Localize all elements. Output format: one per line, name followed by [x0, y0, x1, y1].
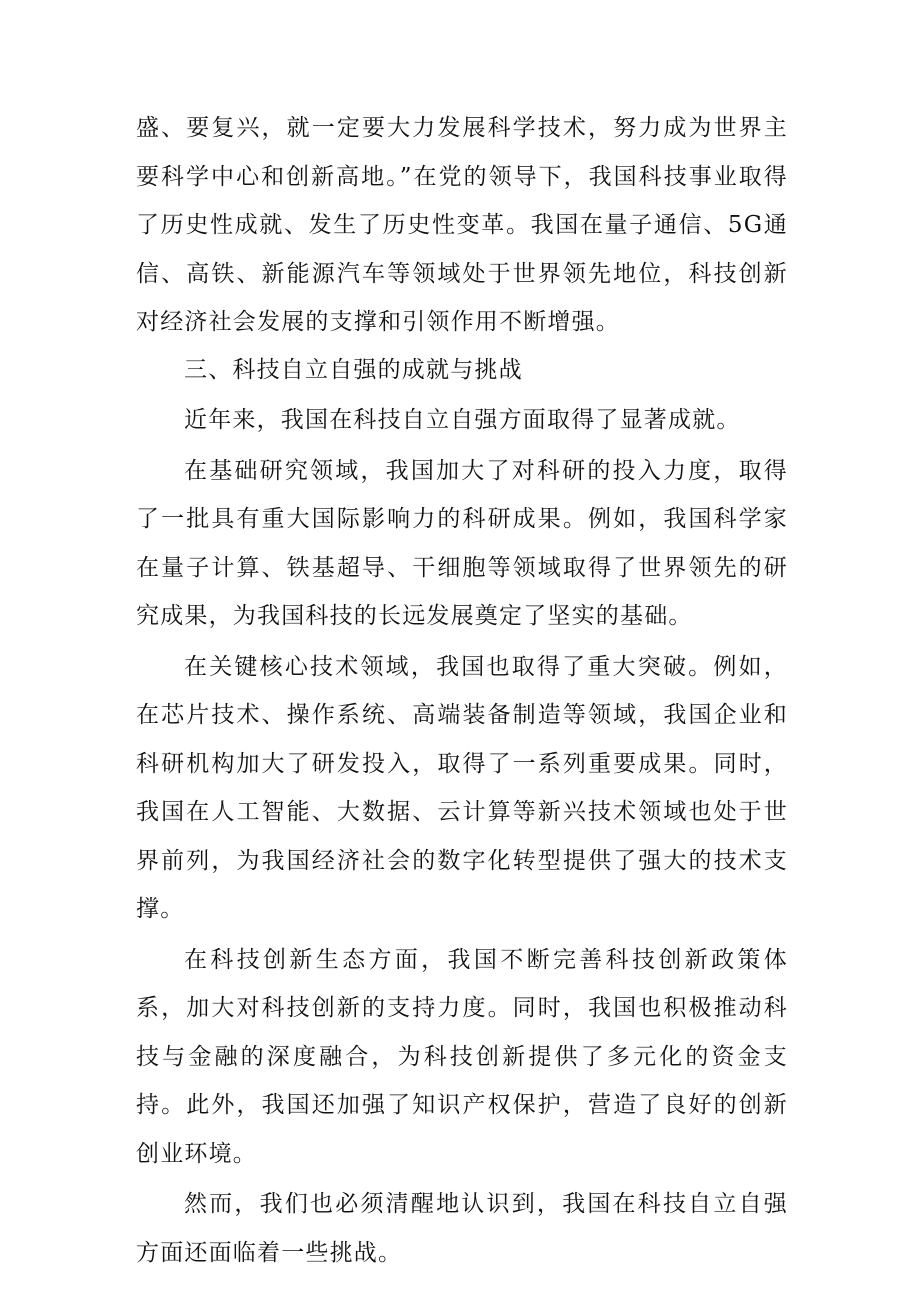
paragraph-continuation: 盛、要复兴，就一定要大力发展科学技术，努力成为世界主要科学中心和创新高地。”在党的领导下，我国科技事业取得了历史性成就、发生了历史性变革。我国在量子通信、5G通信、高铁、新能源汽车等领域处于世界领先地位，科技创新对经济社会发展的支撑和引领作用不断增强。 [136, 115, 788, 335]
document-body [136, 104, 788, 1277]
paragraph: 在关键核心技术领域，我国也取得了重大突破。例如，在芯片技术、操作系统、高端装备制造等领域，我国企业和科研机构加大了研发投入，取得了一系列重要成果。同时，我国在人工智能、大数据、云计算等新兴技术领域也处于世界前列，为我国经济社会的数字化转型提供了强大的技术支撑。 [136, 653, 788, 922]
paragraph: 然而，我们也必须清醒地认识到，我国在科技自立自强方面还面临着一些挑战。 [136, 1191, 788, 1266]
paragraph: 在科技创新生态方面，我国不断完善科技创新政策体系，加大对科技创新的支持力度。同时，我国也积极推动科技与金融的深度融合，为科技创新提供了多元化的资金支持。此外，我国还加强了知识产权保护，营造了良好的创新创业环境。 [136, 946, 788, 1167]
paragraph: 近年来，我国在科技自立自强方面取得了显著成就。 [184, 407, 741, 433]
paragraph: 在基础研究领域，我国加大了对科研的投入力度，取得了一批具有重大国际影响力的科研成果。例如，我国科学家在量子计算、铁基超导、干细胞等领域取得了世界领先的研究成果，为我国科技的长远发展奠定了坚实的基础。 [136, 457, 788, 629]
section-heading: 三、科技自立自强的成就与挑战 [184, 356, 523, 383]
